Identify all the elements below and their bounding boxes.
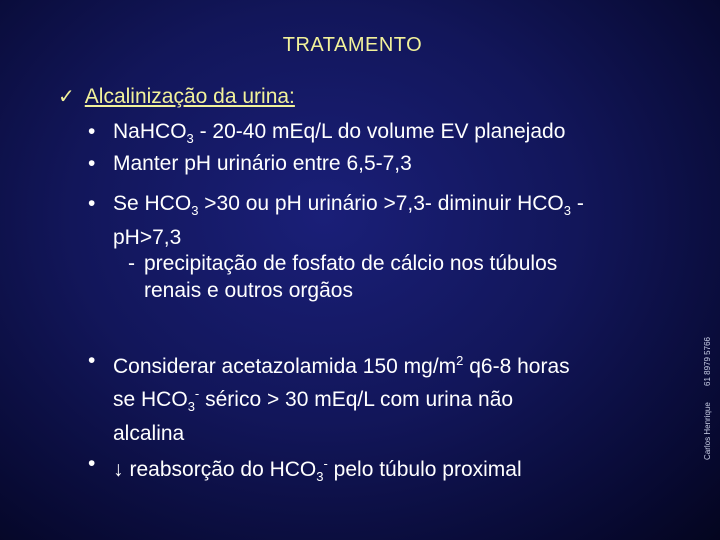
- sub-item-precipitation: - precipitação de fosfato de cálcio nos túbulos renais e outros orgãos: [128, 252, 558, 302]
- down-arrow-icon: ↓: [113, 458, 124, 481]
- bullet-ph-range-text: Manter pH urinário entre 6,5-7,3: [113, 152, 412, 175]
- bullet-ph-range: [88, 150, 412, 177]
- check-icon: ✓: [58, 86, 75, 108]
- dash-marker: -: [128, 252, 135, 275]
- bullet-reabsorption-text: ↓ reabsorção do $HCO_3^-$ pelo túbulo proximal: [113, 456, 522, 484]
- bullet-dot: •: [88, 152, 96, 175]
- bullet-dot: •: [88, 192, 96, 215]
- section-heading-text: Alcalinização da urina:: [84, 85, 295, 108]
- bullet-acetazolamide-text: Considerar acetazolamida 150 $mg/m^2$ q6-8 horas se $HCO_3^-$ sérico > 30 mEq/L com urina não alcalina: [113, 353, 570, 445]
- bullet-dot: •: [88, 120, 96, 143]
- side-note-phone: 61 8979 5766: [703, 337, 712, 386]
- bullet-reabsorption: [88, 450, 522, 490]
- bullet-hco3-limit-text: Se $HCO_3 >30$ ou pH urinário >7,3- diminuir $HCO_3$ - pH>7,3: [113, 192, 584, 249]
- side-note-name: Carlos Henrique: [703, 402, 712, 460]
- bullet-dot: •: [88, 349, 96, 372]
- slide-title: TRATAMENTO: [282, 34, 423, 56]
- bullet-hco3-limit: [88, 190, 584, 251]
- section-heading: [58, 84, 295, 109]
- bullet-acetazolamide: [88, 347, 570, 447]
- bullet-nahco3-text: NaHCO$_3$ - 20-40 mEq/L do volume EV planejado: [113, 120, 566, 146]
- side-note: [703, 323, 712, 460]
- bullet-nahco3: [88, 118, 565, 152]
- bullet-dot: •: [88, 452, 96, 475]
